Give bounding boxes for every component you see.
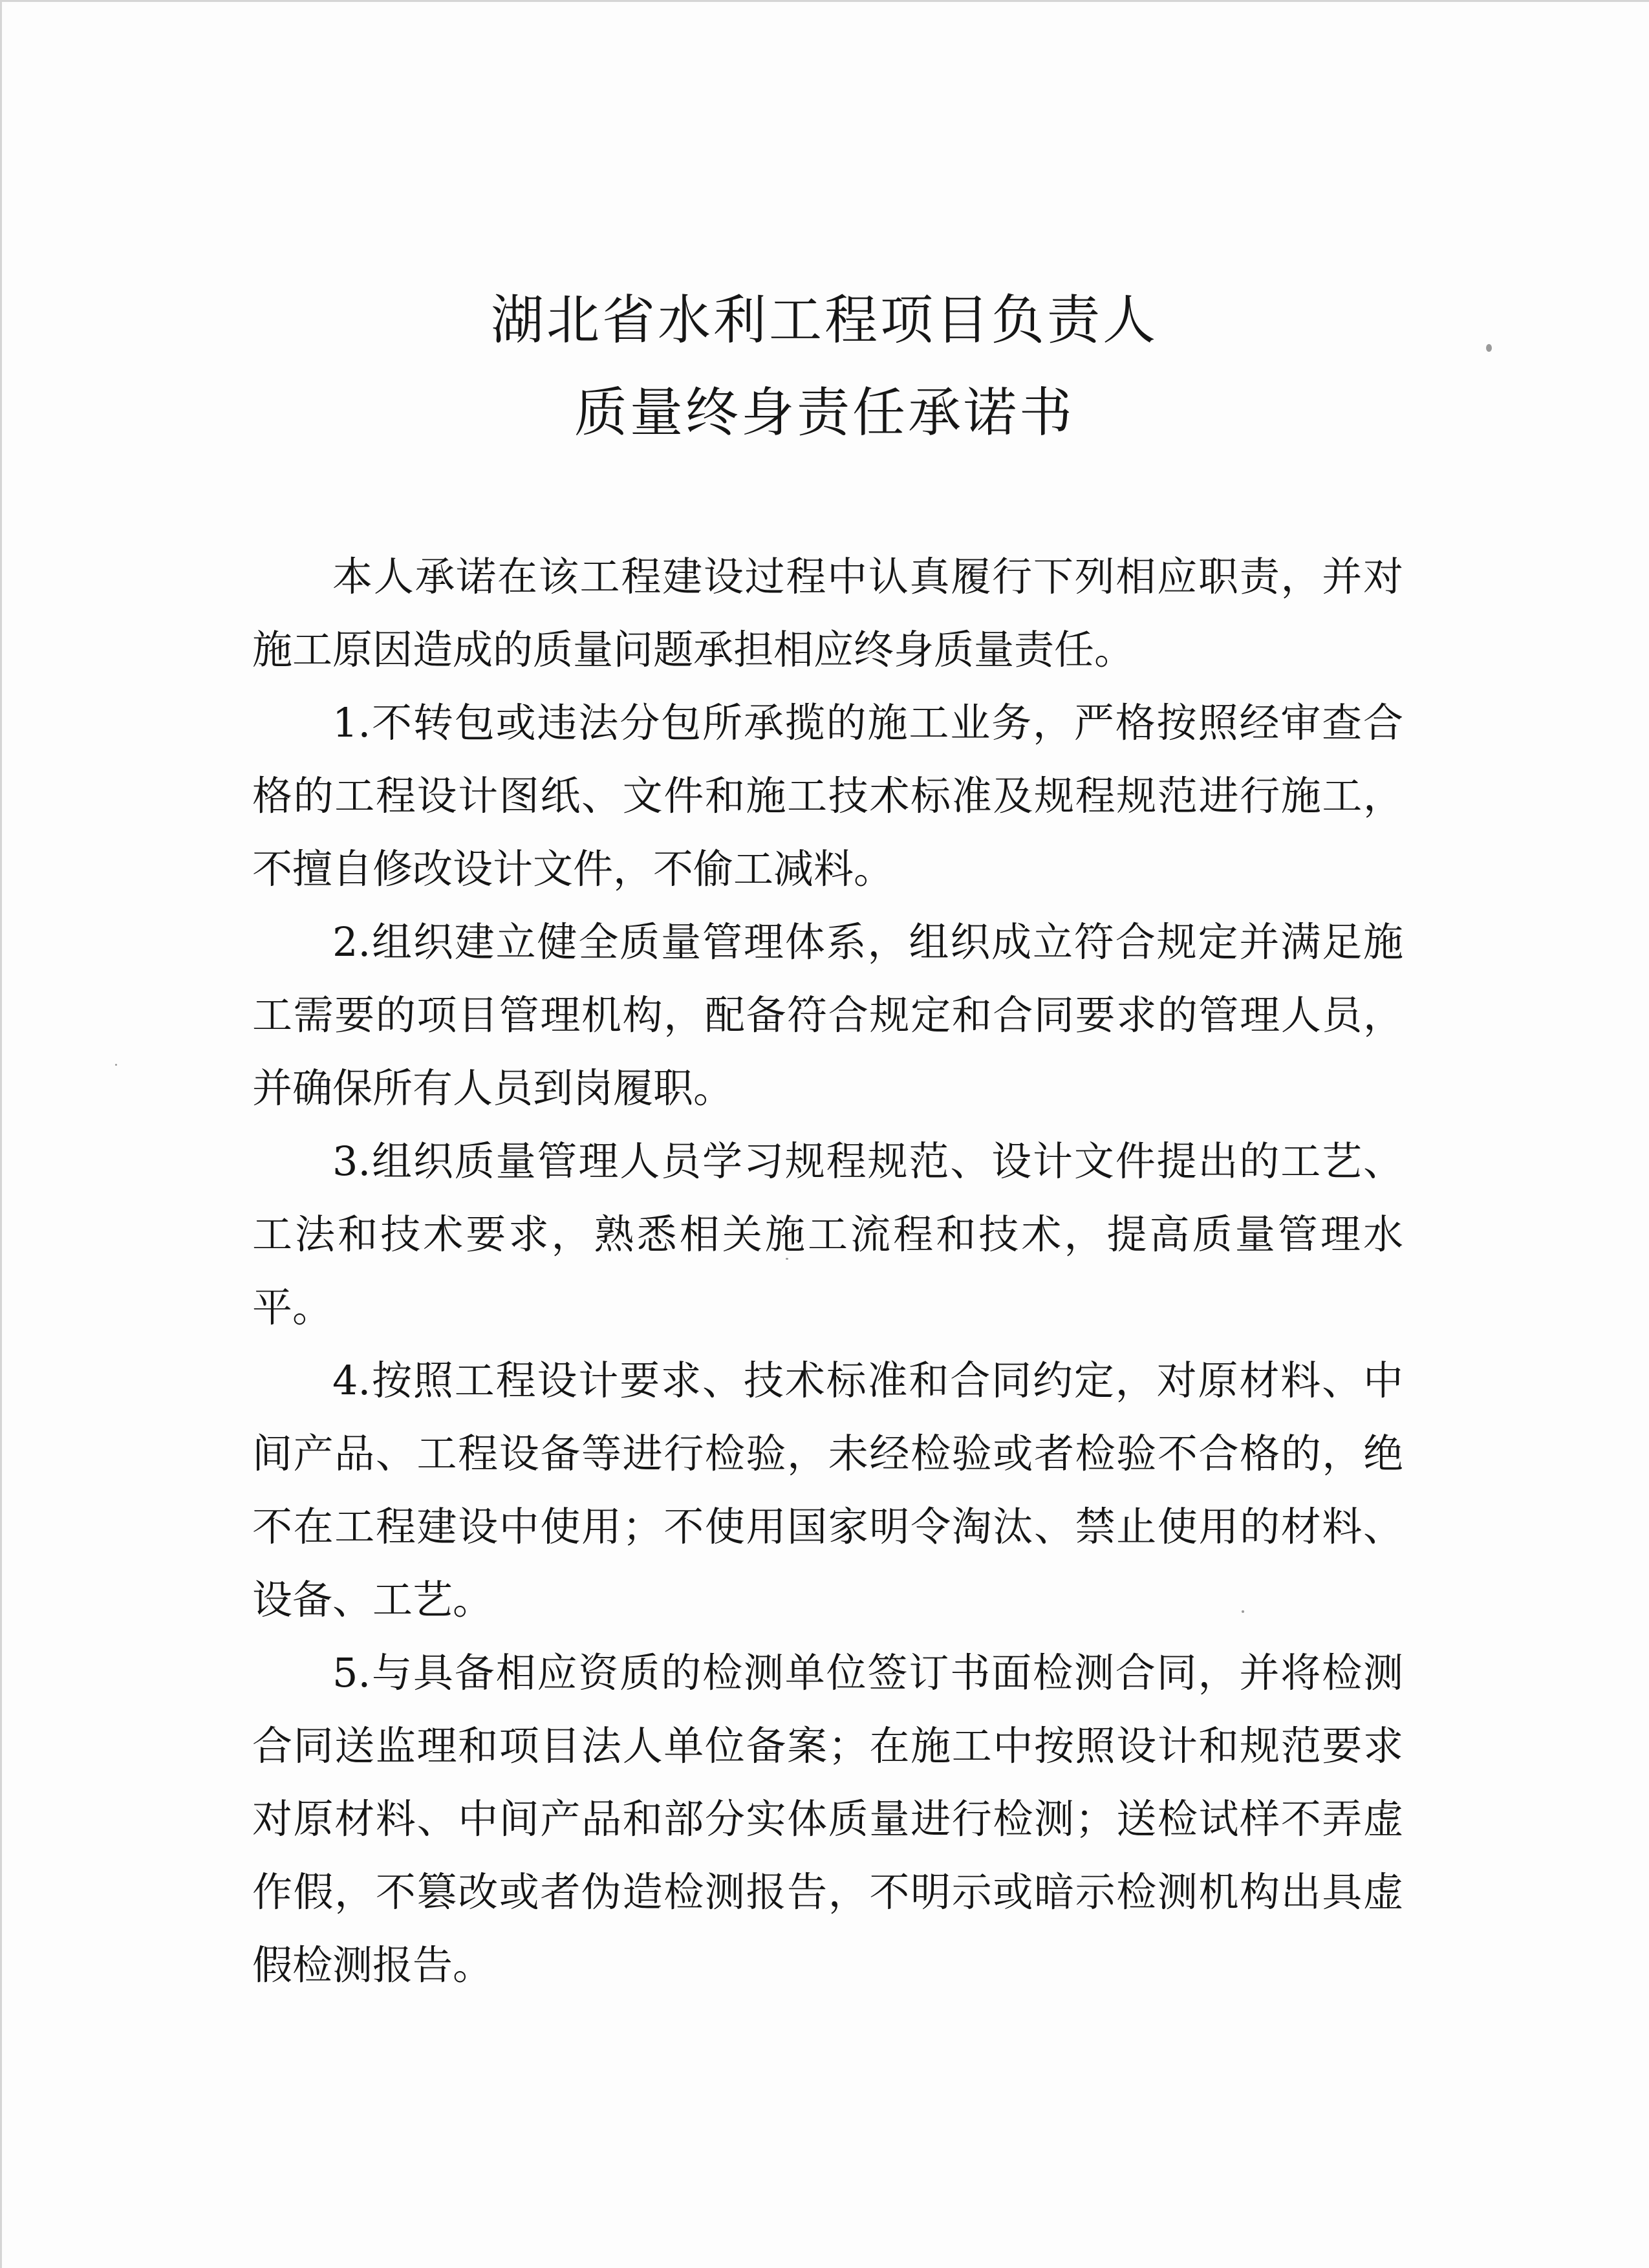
scan-speck bbox=[786, 1258, 788, 1260]
scan-edge-line bbox=[0, 0, 1649, 2]
scan-speck bbox=[115, 1064, 117, 1066]
document-title-line-1: 湖北省水利工程项目负责人 bbox=[490, 290, 1158, 351]
document-body bbox=[252, 540, 1403, 2002]
clause-5: 5.与具备相应资质的检测单位签订书面检测合同，并将检测合同送监理和项目法人单位备案；在施工中按照设计和规范要求对原材料、中间产品和部分实体质量进行检测；送检试样不弄虚作假，不篡改或者伪造检测报告，不明示或暗示检测机构出具虚假检测报告。 bbox=[252, 1649, 1403, 1989]
clause-2: 2.组织建立健全质量管理体系，组织成立符合规定并满足施工需要的项目管理机构，配备符合规定和合同要求的管理人员，并确保所有人员到岗履职。 bbox=[252, 918, 1403, 1112]
document-title-line-2: 质量终身责任承诺书 bbox=[574, 382, 1075, 444]
scan-speck bbox=[1486, 344, 1492, 352]
scan-speck bbox=[1242, 1610, 1244, 1613]
clause-3: 3.组织质量管理人员学习规程规范、设计文件提出的工艺、工法和技术要求，熟悉相关施工流程和技术，提高质量管理水平。 bbox=[252, 1138, 1403, 1331]
intro-paragraph: 本人承诺在该工程建设过程中认真履行下列相应职责，并对施工原因造成的质量问题承担相应终身质量责任。 bbox=[252, 553, 1403, 673]
clause-1: 1.不转包或违法分包所承揽的施工业务，严格按照经审查合格的工程设计图纸、文件和施工技术标准及规程规范进行施工，不擅自修改设计文件，不偷工减料。 bbox=[252, 699, 1403, 892]
clause-4: 4.按照工程设计要求、技术标准和合同约定，对原材料、中间产品、工程设备等进行检验，未经检验或者检验不合格的，绝不在工程建设中使用；不使用国家明令淘汰、禁止使用的材料、设备、工艺。 bbox=[252, 1357, 1403, 1623]
